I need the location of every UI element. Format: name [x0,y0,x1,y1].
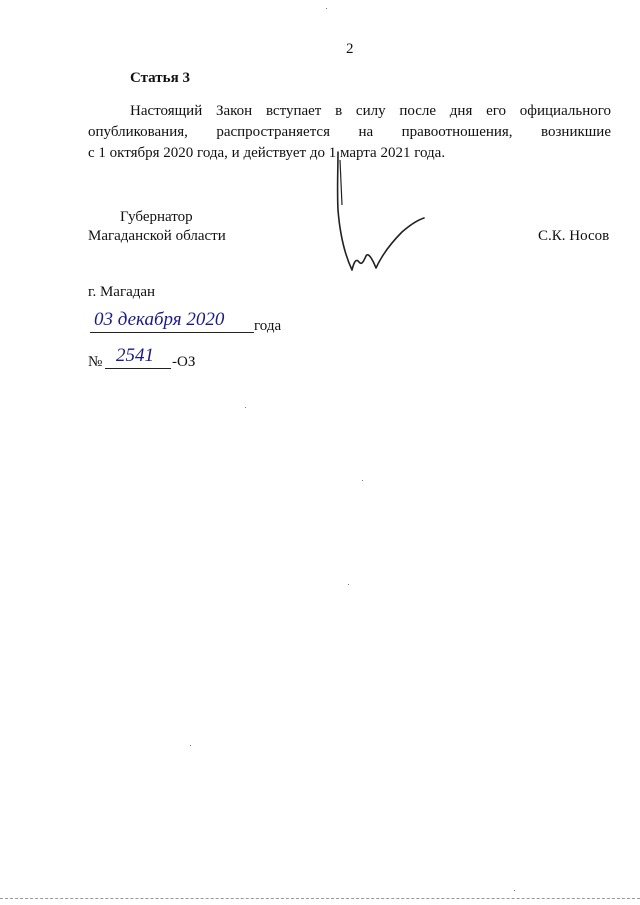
scan-speck [362,480,363,481]
handwritten-signature [320,150,440,280]
number-sign: № [88,354,103,370]
date-handwritten: 03 декабря 2020 [94,309,225,330]
date-suffix: года [254,318,282,334]
scan-speck [190,745,191,746]
scan-edge [0,898,640,899]
paragraph-line: опубликования, распространяется на правоотношения, возникшие [88,124,611,140]
city: г. Магадан [88,284,156,300]
number-handwritten: 2541 [116,345,154,366]
page-number: 2 [346,41,354,57]
scan-speck [514,890,515,891]
paragraph-line: с 1 октября 2020 года, и действует до 1 марта 2021 года. [88,145,446,161]
scan-speck [245,407,246,408]
number-suffix: -ОЗ [172,354,196,370]
scan-speck [326,8,327,9]
date-underline [90,332,254,333]
scan-speck [348,584,349,585]
signatory-title-line1: Губернатор [120,209,193,225]
law-number [88,345,228,374]
signatory-name: С.К. Носов [538,228,610,244]
paragraph-line: Настоящий Закон вступает в силу после дня его официального [130,103,611,119]
signatory-title-line2: Магаданской области [88,228,226,244]
number-underline [105,368,171,369]
article-title: Статья 3 [130,70,190,86]
signing-date [88,309,308,338]
